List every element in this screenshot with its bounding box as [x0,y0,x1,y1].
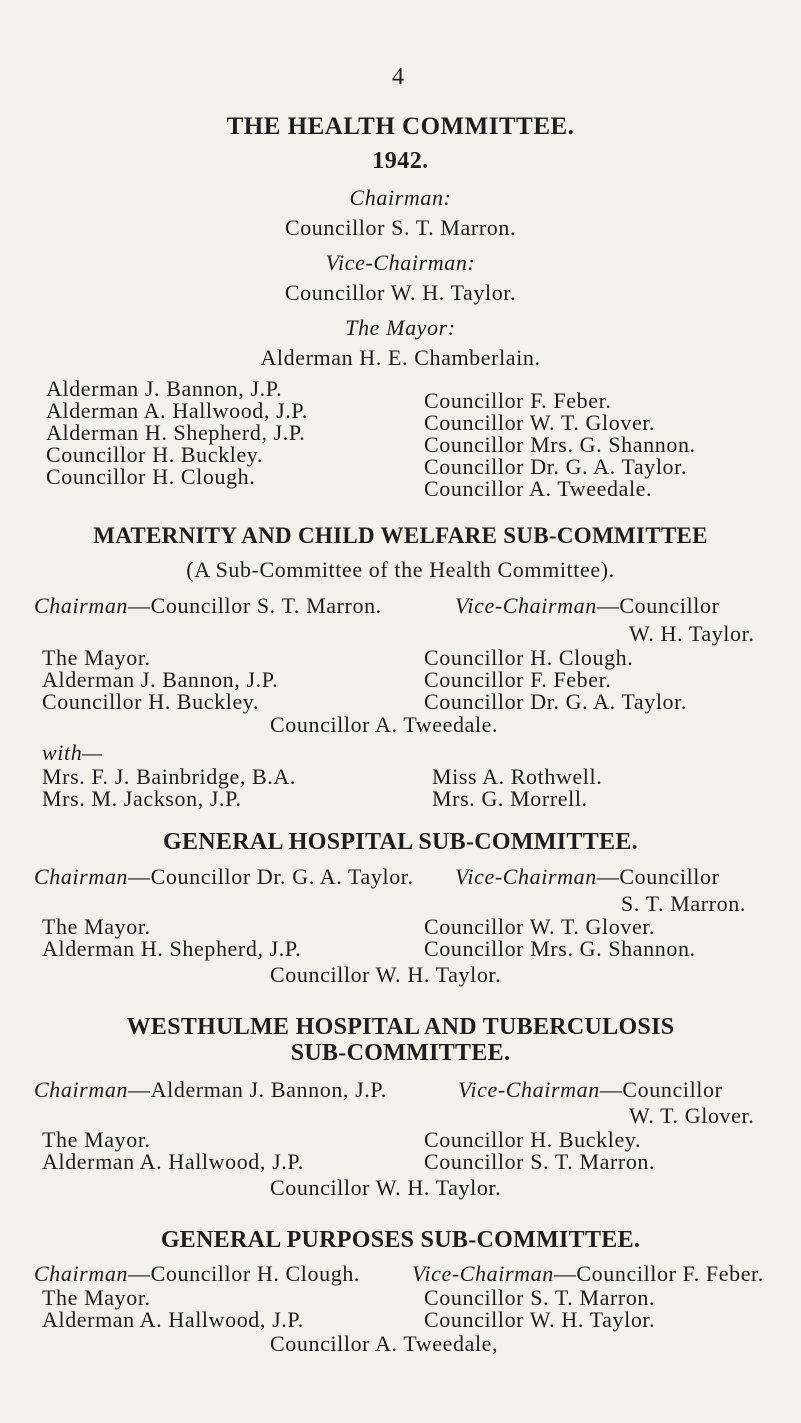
general-purposes-center-member: Councillor A. Tweedale, [270,1331,499,1356]
general-hospital-title: GENERAL HOSPITAL SUB-COMMITTEE. [163,829,638,855]
member: Councillor Dr. G. A. Taylor. [424,689,687,714]
maternity-title: MATERNITY AND CHILD WELFARE SUB-COMMITTEE [93,523,708,548]
chairman-label: Chairman [34,864,129,889]
maternity-vice-chairman-cont: W. H. Taylor. [629,621,755,646]
general-hospital-vice-chairman [455,864,720,890]
member: Councillor H. Buckley. [42,689,260,714]
westhulme-vice-chairman-cont: W. T. Glover. [629,1103,755,1128]
general-hospital-members-left [42,916,301,960]
health-chairman-label: Chairman: [349,185,452,210]
health-committee-title: THE HEALTH COMMITTEE. [226,113,575,140]
general-purposes-members-left [42,1287,304,1331]
member: Alderman A. Hallwood, J.P. [46,398,308,423]
member: Alderman J. Bannon, J.P. [46,376,283,401]
maternity-center-member: Councillor A. Tweedale. [270,712,499,737]
health-mayor-label: The Mayor: [345,315,456,340]
chairman-name: —Councillor H. Clough. [128,1261,361,1286]
chairman-name: —Councillor Dr. G. A. Taylor. [128,864,414,889]
health-vice-chairman: Councillor W. H. Taylor. [284,280,517,305]
member: The Mayor. [42,1127,151,1152]
westhulme-center-member: Councillor W. H. Taylor. [270,1175,502,1200]
member: Alderman J. Bannon, J.P. [42,667,279,692]
health-members-left [46,378,308,488]
health-members-right [424,390,696,500]
health-vice-chairman-label: Vice-Chairman: [325,250,476,275]
member: Mrs. M. Jackson, J.P. [42,786,242,811]
vice-chairman-label: Vice-Chairman [412,1261,554,1286]
member: Councillor Mrs. G. Shannon. [424,936,696,961]
westhulme-title-line2: SUB-COMMITTEE. [290,1040,511,1066]
vice-chairman-name: —Councillor [596,864,720,889]
maternity-members-right [424,647,687,713]
member: Councillor A. Tweedale. [424,476,653,501]
member: Councillor W. T. Glover. [424,914,656,939]
general-hospital-chairman [34,864,414,890]
westhulme-title-line1: WESTHULME HOSPITAL AND TUBERCULOSIS [126,1014,675,1040]
westhulme-members-right [424,1129,655,1173]
maternity-members-left [42,647,278,713]
general-hospital-center-member: Councillor W. H. Taylor. [270,962,502,987]
westhulme-members-left [42,1129,304,1173]
vice-chairman-label: Vice-Chairman [458,1077,600,1102]
health-mayor: Alderman H. E. Chamberlain. [260,345,541,370]
vice-chairman-name: —Councillor F. Feber. [553,1261,764,1286]
general-purposes-title: GENERAL PURPOSES SUB-COMMITTEE. [160,1227,641,1253]
maternity-with-label: with— [42,740,103,765]
member: Mrs. F. J. Bainbridge, B.A. [42,764,296,789]
vice-chairman-label: Vice-Chairman [455,864,597,889]
member: Councillor W. T. Glover. [424,410,656,435]
maternity-subtitle: (A Sub-Committee of the Health Committee). [186,557,615,582]
member: Councillor S. T. Marron. [424,1149,656,1174]
member: Alderman A. Hallwood, J.P. [42,1307,304,1332]
general-purposes-members-right [424,1287,655,1331]
general-hospital-vice-chairman-cont: S. T. Marron. [621,891,746,916]
member: The Mayor. [42,1285,151,1310]
health-chairman: Councillor S. T. Marron. [284,215,517,240]
chairman-name: —Alderman J. Bannon, J.P. [128,1077,387,1102]
vice-chairman-label: Vice-Chairman [455,593,597,618]
chairman-label: Chairman [34,1077,129,1102]
health-committee-year: 1942. [372,148,429,174]
chairman-label: Chairman [34,593,129,618]
member: Alderman A. Hallwood, J.P. [42,1149,304,1174]
general-purposes-vice-chairman [412,1261,764,1287]
member: Alderman H. Shepherd, J.P. [42,936,302,961]
member: Councillor Mrs. G. Shannon. [424,432,696,457]
member: Mrs. G. Morrell. [432,786,588,811]
chairman-name: —Councillor S. T. Marron. [128,593,382,618]
westhulme-vice-chairman [458,1077,723,1103]
member: Councillor F. Feber. [424,388,612,413]
westhulme-chairman [34,1077,387,1103]
maternity-chairman [34,593,382,619]
vice-chairman-name: —Councillor [599,1077,723,1102]
member: Councillor H. Buckley. [46,442,264,467]
vice-chairman-name: —Councillor [596,593,720,618]
member: The Mayor. [42,645,151,670]
member: Miss A. Rothwell. [432,764,603,789]
chairman-label: Chairman [34,1261,129,1286]
member: Councillor W. H. Taylor. [424,1307,656,1332]
general-hospital-members-right [424,916,696,960]
member: The Mayor. [42,914,151,939]
member: Councillor H. Clough. [424,645,634,670]
maternity-with-right [432,766,602,810]
member: Councillor F. Feber. [424,667,612,692]
member: Alderman H. Shepherd, J.P. [46,420,306,445]
member: Councillor H. Buckley. [424,1127,642,1152]
member: Councillor Dr. G. A. Taylor. [424,454,687,479]
member: Councillor H. Clough. [46,464,256,489]
general-purposes-chairman [34,1261,360,1287]
maternity-vice-chairman [455,593,720,619]
member: Councillor S. T. Marron. [424,1285,656,1310]
page-number: 4 [392,64,404,90]
maternity-with-left [42,766,296,810]
